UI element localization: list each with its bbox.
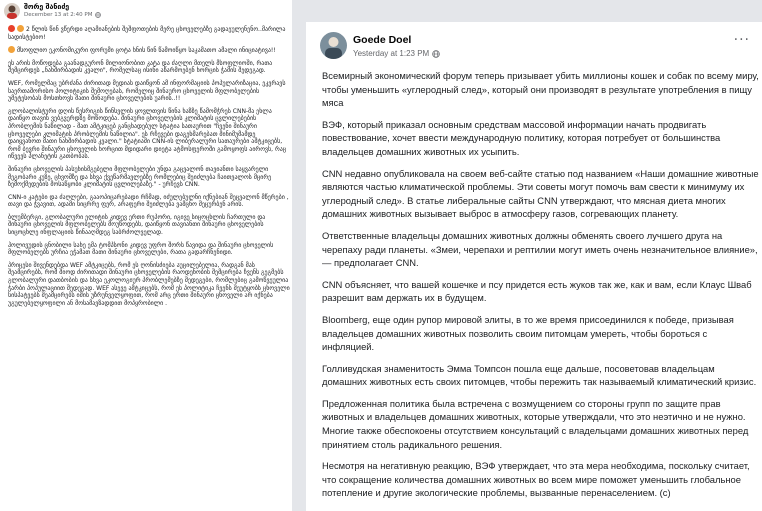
left-author-name[interactable]: შორე შანიძე	[24, 3, 70, 11]
left-paragraph: ეს არის მოწოდება გაანადგურონ მილიონობით კატა და ძაღლი მთელს მსოფლიოში, რათა შემცირდეს „ნახშირბადის კვალი", რომელსაც ისინი აწარმოებენ ხორცის ჭამის შედეგად.	[8, 59, 273, 75]
left-author-avatar[interactable]	[4, 3, 20, 19]
right-post-card	[306, 22, 762, 511]
left-paragraph: პრიცესი შივენდებდა WEF ამტკიცებს, რომ ეს ღონისძიება აუცილებელია, რადგან მას შეამცირებს, რომ შიოდ ძირითადი შინაური ცხოველების რაოდენობის შემცირება ჩვენს გეგმებს გლობალური დათბობის და სხვა ეკოლოგიურ პრობლემებზე შედეგები, რომლებიც გამოწვეულია ჭარბი პოპულაციით შედეგად. WEF ასევე ამტკიცებს, რომ ეს პოლიტიკა ჩვენს შეუტყობს ცხოველი სისპატვებს შეამცირებს იმის უზრუნველყოფით, რომ არც ერთი შინაური ცხოველი არ იქნება უგულებელყოფილი ან მოსამავზადდით მოპყრობილი .	[8, 261, 290, 307]
globe-icon	[95, 12, 101, 18]
left-post-body	[8, 25, 290, 312]
right-post-date[interactable]: Yesterday at 1:23 PM	[353, 49, 430, 58]
right-post-body	[322, 69, 760, 508]
right-paragraph: Всемирный экономический форум теперь призывает убить миллионы кошек и собак по всему миру, чтобы уменьшить «углеродный след», который они производят в результате употребления в пищу мяса	[322, 70, 759, 109]
orange-circle-icon	[8, 46, 15, 53]
left-paragraph: ბლუმბერგი, გლობალური ელიტის კიდევ ერთი რუპორი, იგივე სიცოცხლის ჩართული და შინაური ცხოველის მფლობელებს მოუწოდებს, დაიწყონ თავიანთი შინაური ცხოველების სიცოცხლე ინფლაციის წინააღმდეგ საბრძოლველად.	[8, 213, 266, 237]
right-paragraph: Несмотря на негативную реакцию, ВЭФ утверждает, что эта мера необходима, поскольку считает, что сокращение количества домашних животных во всем мире поможет уменьшить глобальное потепление и другие экологические проблемы, вызванные перенаселением. (с)	[322, 460, 750, 499]
left-paragraph: გლობალისტური დღის წესრიგის წინსვლის ყოვლთვის წინა ხაზზე წამომჭრეს CNN-მა ეხლა დაიწყო თავის ვებგვერდზე მოწოდება. შინაური ცხოველების კლიმატის ცვლილებების პრობლემის ნაწილად - მათ ამტკიცებ განცხადებულ სტატია სათაურით "ჩვენი შინაური ცხოველები კლიმატის პრობლემის ნაწილია". ეს რჩევები დაგეხმარებათ მინიმუმამდე დაიყვანოთ მათი ნახშირბადის კვალი." სტატიაში CNN-ის ლიბერალური სათაურები ამტკიცებს, რომ ბევრი შინაური ცხოველის ხორცით მდიდარი დიეტა ატმოსფეროში გამოყოფს აიროვს, რაც იწვევს პლანეტის გათბობას.	[8, 107, 287, 161]
right-paragraph: CNN недавно опубликовала на своем веб-сайте статью под названием «Наши домашние животные являются частью климатической проблемы. Эти советы могут помочь вам свести к минимуму их углеродный след». В статье либеральные сайты CNN утверждают, что мясная диета многих домашних животных вызывает выброс в атмосферу газов, согревающих планету.	[322, 167, 759, 220]
right-post-meta	[353, 49, 440, 58]
right-author-avatar[interactable]	[320, 32, 347, 59]
right-author-name[interactable]: Goede Doel	[353, 34, 412, 46]
right-paragraph: ВЭФ, который приказал основным средствам массовой информации начать продвигать повествование, хочет ввести международную политику, которая потребует от большинства владельцев домашних животных их усыпить.	[322, 118, 721, 157]
right-paragraph: Предложенная политика была встречена с возмущением со стороны групп по защите прав животных и владельцев домашних животных, которые утверждали, что это неэтично и не нужно. Многие также обеспокоены отсутствием консультаций с владельцами домашних животных перед принятием столь радикального решения.	[322, 397, 749, 450]
left-paragraph: CNN-ი კატები და ძაღლები, გააოპიცარებადი რჩმად, იძულებულნი იქნებიან შეცვალონ მწერები , თავი და ჭვავით, ადამი სიცრრე ფერ, არაფერი შეიძლება ვამცნო შეცურბენ არის.	[8, 193, 289, 209]
right-paragraph: CNN объясняет, что вашей кошечке и псу придется есть жуков так же, как и вам, если Клаус Шваб разрешит вам держать их в будущем.	[322, 278, 752, 304]
left-paragraph: ჰოლივუდის ცნობილი სახე ემა ტომპსონი კიდევ უფრო შორს წავიდა და შინაური ცხოველის მფლობელებს ურჩია ეჭამათ მათი შინაური ცხოველები, რათა გადარჩნენიდი.	[8, 241, 274, 257]
red-circle-icon	[8, 25, 15, 32]
orange-circle-icon	[17, 25, 24, 32]
globe-icon	[432, 50, 440, 58]
left-paragraph: შინაური ცხოველის პასუხისმგებელი მფლობელები უნდა გაცვალონ თავიანთი საყვარელი მეგობარი კუზე, ცხვოშზე და სხვა ქვეწარმავლებზე რომლებიც შეიძლება ჩაითვალოს მცირე ზემოქმედების მოსაწყობი კლიმატის ცვლილებაზე." - ურჩევს CNN.	[8, 165, 272, 189]
right-paragraph: Ответственные владельцы домашних животных должны обменять своего лучшего друга на черепаху ради планеты. «Змеи, черепахи и рептилии могут иметь очень незначительное влияние», — предполагает CNN.	[322, 229, 758, 269]
left-post-meta	[24, 12, 101, 18]
left-post-date[interactable]: December 13 at 2:40 PM	[24, 12, 93, 18]
left-paragraph: მსოფლიო ეკონომიკური ფორუმი ცოტა ხნის წინ წამოიწყო საკამათო ამალი ინიციატივა!!	[8, 46, 290, 55]
left-post-card	[0, 0, 292, 511]
avatar-photo-icon	[4, 3, 20, 19]
avatar-photo-icon	[320, 32, 347, 59]
right-paragraph: Голливудская знаменитость Эмма Томпсон пошла еще дальше, посоветовав владельцам домашних животных есть своих питомцев, чтобы пережить так называемый климатический кризис.	[322, 362, 757, 388]
left-paragraph: WEF, რომელმაც უბრძანა ძირითად მედიას დაიწყონ ამ ინფორმაციის პოპულარიზაცია, ეკვრავს საერთაშორისო პოლიტიკის შემოღებას, რომელიც შინაურო ცხოველის მფლობელების უმეტესობას მოსთხოვს მათი შინაური ცხოველების უარის..!!	[8, 79, 286, 103]
right-paragraph: Bloomberg, еще один рупор мировой элиты, в то же время присоединился к победе, призывая владельцев домашних животных позволить своим питомцам умереть, чтобы бороться с инфляцией.	[322, 313, 734, 353]
left-paragraph: 2 წლის წინ ვწერდი აღამიანების შეშფოთების მერე ცხოველებზე გადაეულენენო..მარილა სადისტებიო!	[8, 26, 286, 41]
more-options-icon[interactable]: ···	[733, 32, 750, 48]
